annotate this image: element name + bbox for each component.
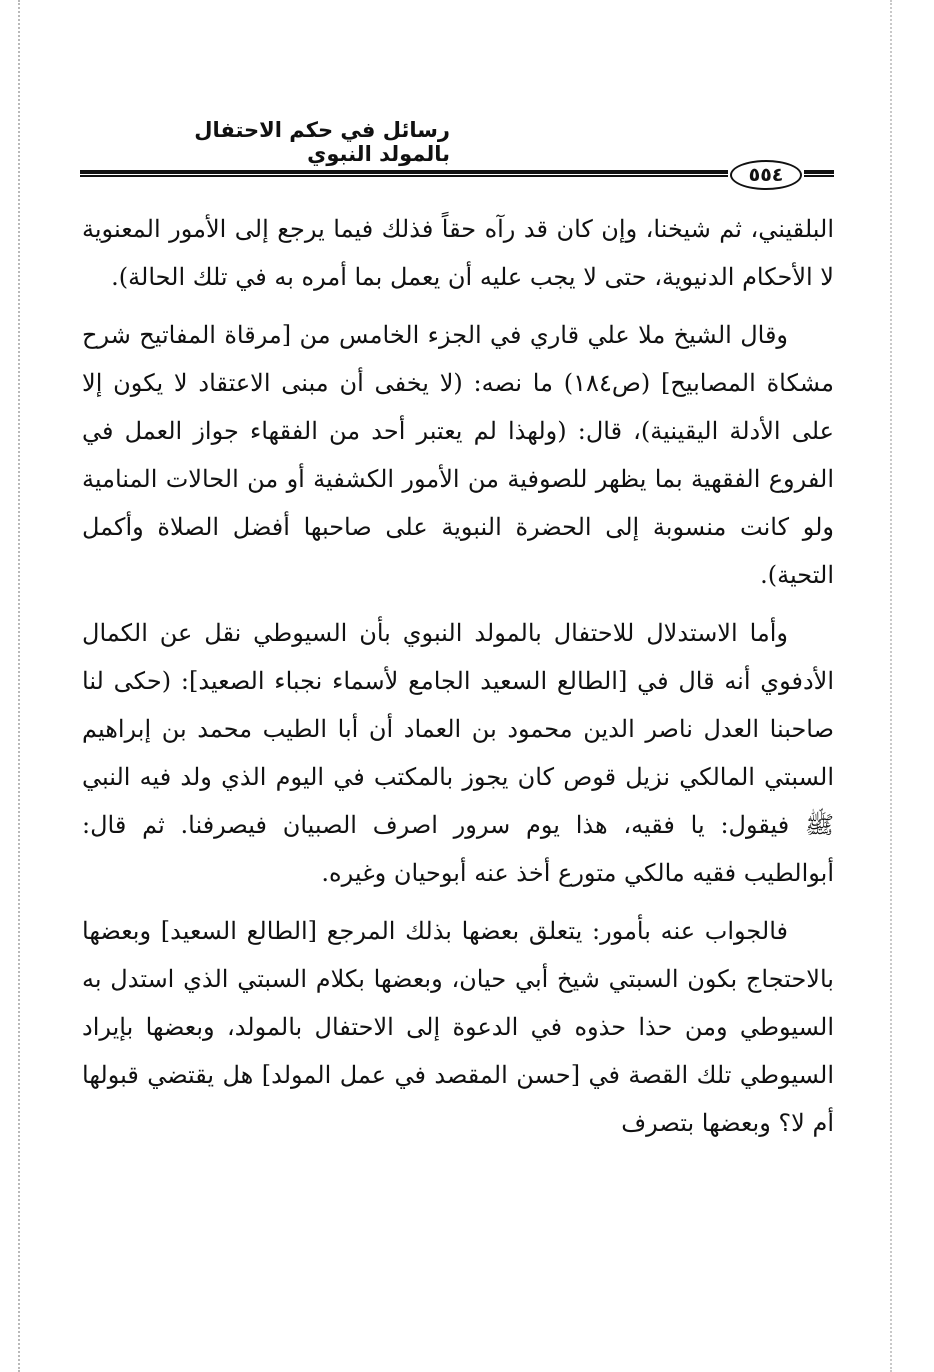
paragraph-3: وأما الاستدلال للاحتفال بالمولد النبوي بأن السيوطي نقل عن الكمال الأدفوي أنه قال في [الطالع السعيد الجامع لأسماء نجباء الصعيد]: (حكى لنا صاحبنا العدل ناصر الدين محمود بن العماد أن أبا الطيب محمد بن إبراهيم السبتي المالكي نزيل قوص كان يجوز بالمكتب في اليوم الذي ولد فيه النبي ﷺ فيقول: يا فقيه، هذا يوم سرور اصرف الصبيان فيصرفنا. ثم قال: أبوالطيب فقيه مالكي متورع أخذ عنه أبوحيان وغيره. [82, 619, 834, 887]
running-title: رسائل في حكم الاحتفال بالمولد النبوي [194, 118, 450, 166]
header-rule-right [804, 170, 834, 177]
page-number: ٥٥٤ [730, 160, 802, 190]
paragraph-2: وقال الشيخ ملا علي قاري في الجزء الخامس من [مرقاة المفاتيح شرح مشكاة المصابيح] (ص١٨٤) ما نصه: (لا يخفى أن مبنى الاعتقاد لا يكون إلا على الأدلة اليقينية)، قال: (ولهذا لم يعتبر أحد من الفقهاء جواز العمل في الفروع الفقهية بما يظهر للصوفية من الأمور الكشفية أو من الحالات المنامية ولو كانت منسوبة إلى الحضرة النبوية على صاحبها أفضل الصلاة وأكمل التحية). [82, 321, 834, 589]
margin-dotted-line-left [18, 0, 20, 1372]
paragraph-1: البلقيني، ثم شيخنا، وإن كان قد رآه حقاً فذلك فيما يرجع إلى الأمور المعنوية لا الأحكام الدنيوية، حتى لا يجب عليه أن يعمل بما أمره به في تلك الحالة). [82, 215, 834, 291]
paragraph-4: فالجواب عنه بأمور: يتعلق بعضها بذلك المرجع [الطالع السعيد] وبعضها بالاحتجاج بكون السبتي شيخ أبي حيان، وبعضها بكلام السبتي الذي استدل به السيوطي ومن حذا حذوه في الدعوة إلى الاحتفال بالمولد، وبعضها بإيراد السيوطي تلك القصة في [حسن المقصد في عمل المولد] هل يقتضي قبولها أم لا؟ وبعضها بتصرف [82, 917, 834, 1137]
body-text [82, 205, 834, 1157]
header-rule [80, 170, 728, 177]
margin-dotted-line-right [890, 0, 892, 1372]
